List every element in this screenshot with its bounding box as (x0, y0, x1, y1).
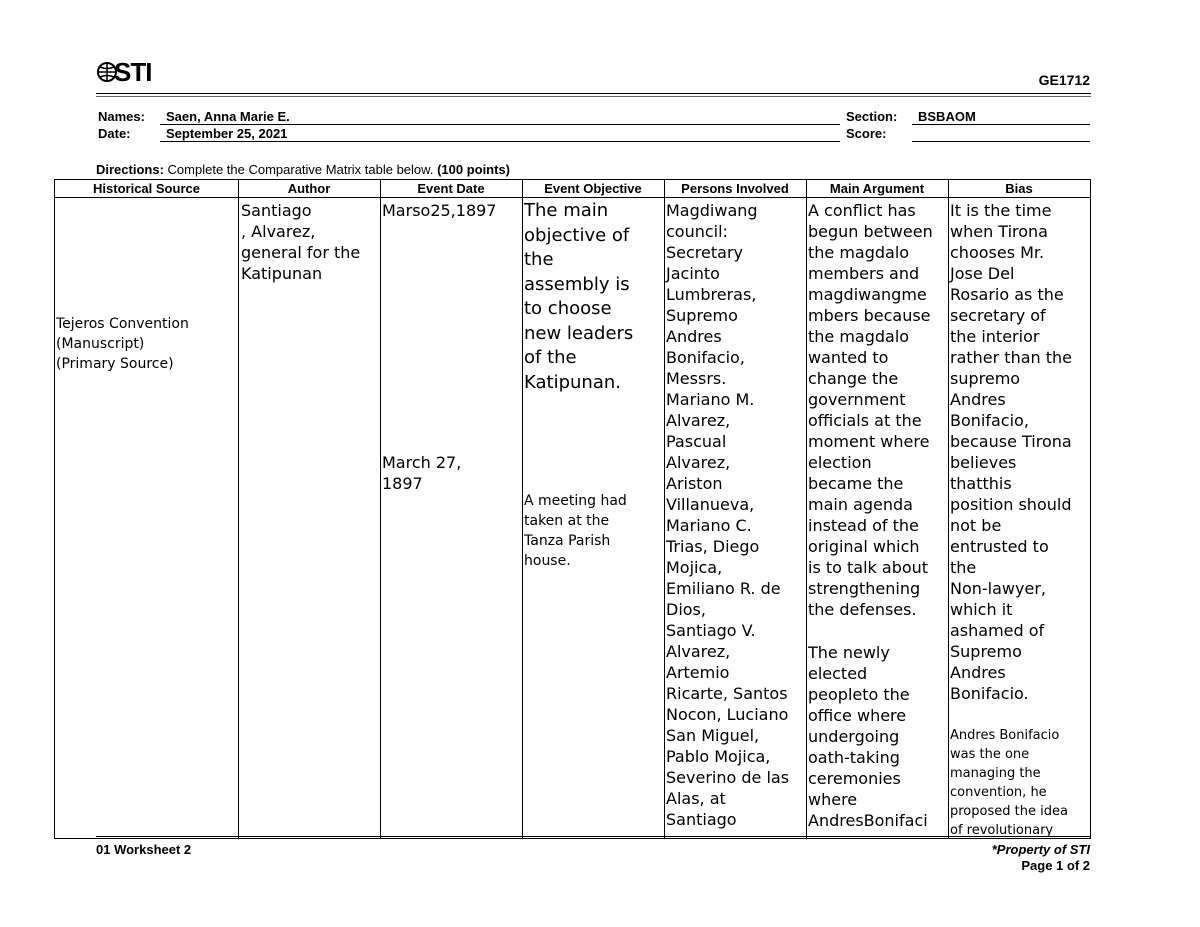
column-divider (806, 180, 807, 838)
footer-page-info (992, 842, 1090, 874)
column-divider (664, 180, 665, 838)
footer-property: *Property of STI (991, 842, 1090, 857)
header-bias: Bias (948, 180, 1090, 198)
column-divider (522, 180, 523, 838)
cell-bias-1: It is the time when Tirona chooses Mr. Jose Del Rosario as the secretary of the interior rather than the supremo Andres Bonifacio, because Tirona believes thatthis position should not be entrusted to the Non-lawyer, which it ashamed of Supremo Andres Bonifacio. (950, 201, 1073, 703)
names-label: Names: (98, 109, 145, 124)
footer-worksheet: 01 Worksheet 2 (96, 842, 192, 857)
comparative-matrix-table (54, 179, 1091, 839)
header-author: Author (238, 180, 380, 198)
score-label: Score: (846, 126, 887, 141)
cell-persons-involved: Magdiwang council: Secretary Jacinto Lumbreras, Supremo Andres Bonifacio, Messrs. Mariano M. Alvarez, Pascual Alvarez, Ariston Villanueva, Mariano C. Trias, Diego Mojica, Emiliano R. de Dios, Santiago V. Alvarez, Artemio Ricarte, Santos Nocon, Luciano San Miguel, Pablo Mojica, Severino de las Alas, at Santiago (666, 201, 790, 829)
directions (96, 162, 510, 177)
names-value: Saen, Anna Marie E. (166, 109, 290, 124)
date-value: September 25, 2021 (166, 126, 288, 141)
header-event-objective: Event Objective (522, 180, 664, 198)
date-label: Date: (98, 126, 131, 141)
header-event-date: Event Date (380, 180, 522, 198)
header-main-argument: Main Argument (806, 180, 948, 198)
cell-historical-source: Tejeros Convention (Manuscript) (Primary Source) (56, 316, 189, 372)
cell-bias-2: Andres Bonifacio was the one managing the convention, he proposed the idea of revolutionary (950, 728, 1068, 838)
cell-event-objective-1: The main objective of the assembly is to choose new leaders of the Katipunan. (524, 200, 634, 393)
date-field (160, 126, 840, 142)
section-value: BSBAOM (918, 109, 976, 124)
directions-label: Directions: (96, 162, 164, 177)
cell-main-argument-1: A conflict has begun between the magdalo members and magdiwangme mbers because the magdalo wanted to change the government officials at the moment where election became the main agenda instead of the original which is to talk about strengthening the defenses. (808, 201, 933, 619)
cell-event-objective-2: A meeting had taken at the Tanza Parish house. (524, 493, 627, 569)
header-rule (96, 93, 1091, 94)
cell-event-date-1: Marso25,1897 (382, 201, 497, 220)
column-divider (380, 180, 381, 838)
footer-rule (96, 836, 1091, 837)
logo-text: STI (114, 57, 152, 87)
score-field (912, 126, 1090, 142)
header-historical-source: Historical Source (55, 180, 238, 198)
column-divider (948, 180, 949, 838)
section-field (912, 109, 1090, 125)
cell-main-argument-2: The newly elected peopleto the office where undergoing oath-taking ceremonies where AndresBonifaci (808, 643, 928, 830)
sti-logo (96, 58, 166, 86)
doc-code: GE1712 (1038, 72, 1090, 88)
directions-points: (100 points) (437, 162, 511, 177)
header-rule-secondary (96, 96, 1091, 97)
header-persons-involved: Persons Involved (664, 180, 806, 198)
section-label: Section: (846, 109, 898, 124)
footer-page-number: Page 1 of 2 (1021, 858, 1090, 873)
cell-author: Santiago , Alvarez, general for the Katipunan (241, 201, 361, 283)
column-divider (238, 180, 239, 838)
names-field (160, 109, 840, 125)
directions-text: Complete the Comparative Matrix table below. (167, 162, 434, 177)
cell-event-date-2: March 27, 1897 (382, 453, 462, 493)
